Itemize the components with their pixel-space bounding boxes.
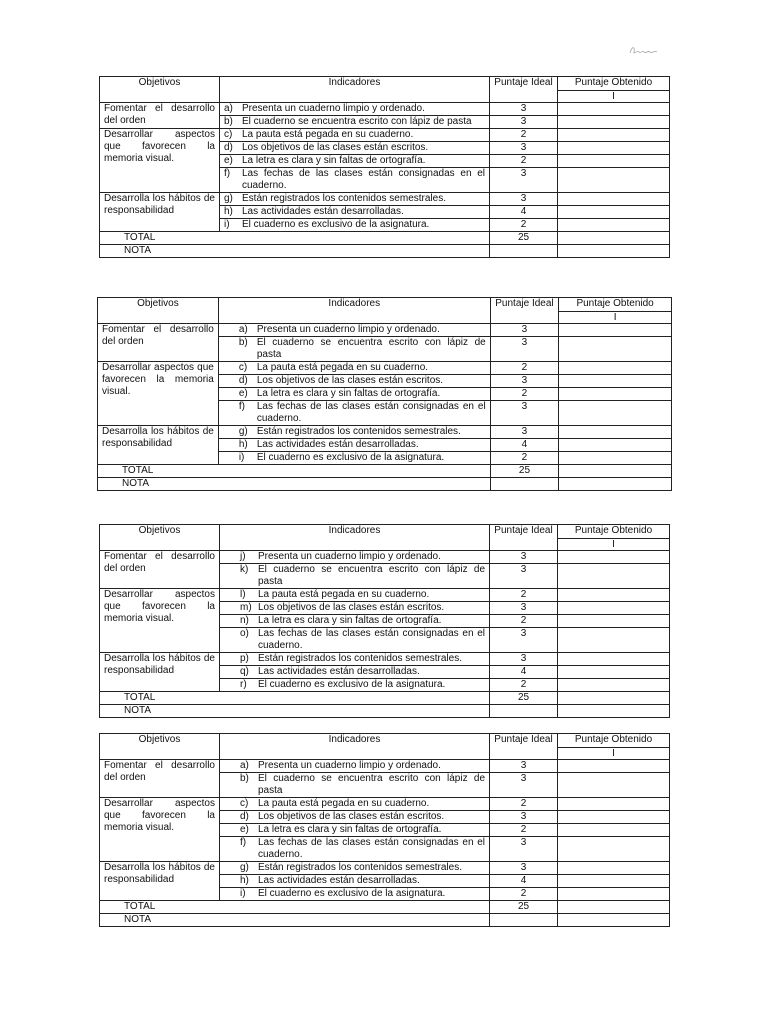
- score-ideal: 3: [490, 193, 558, 206]
- total-obtenido-input[interactable]: [558, 692, 670, 705]
- indicator-text: El cuaderno es exclusivo de la asignatura.: [258, 679, 446, 690]
- indicator-letter: q): [240, 666, 249, 677]
- indicator-text: La letra es clara y sin faltas de ortografía.: [258, 824, 442, 835]
- score-obtenido-input[interactable]: [558, 103, 670, 116]
- score-obtenido-input[interactable]: [558, 155, 670, 168]
- score-ideal: 3: [490, 324, 558, 337]
- rubric-table-1: [99, 76, 670, 258]
- score-ideal: 2: [490, 362, 558, 375]
- indicator-letter: k): [240, 564, 249, 575]
- score-ideal: 4: [490, 439, 558, 452]
- score-obtenido-input[interactable]: [558, 837, 670, 862]
- score-ideal: 3: [490, 116, 558, 129]
- header-indicadores: Indicadores: [220, 734, 490, 760]
- header-puntaje-obtenido: [558, 734, 670, 760]
- score-ideal: 4: [490, 875, 558, 888]
- indicator-cell: [218, 388, 490, 401]
- header-row: [98, 298, 672, 324]
- header-puntaje-obtenido-label: Puntaje Obtenido: [574, 525, 653, 536]
- indicator-text: Las fechas de las clases están consignadas en el cuaderno.: [258, 837, 485, 860]
- indicator-cell: [218, 375, 490, 388]
- score-ideal: 3: [490, 653, 558, 666]
- nota-label: NOTA: [98, 478, 491, 491]
- score-ideal: 2: [490, 155, 558, 168]
- score-ideal: 2: [490, 824, 558, 837]
- indicator-letter: d): [238, 375, 248, 386]
- indicator-letter: f): [238, 401, 245, 412]
- indicator-text: Están registrados los contenidos semestrales.: [256, 426, 461, 437]
- objective-cell: Desarrolla los hábitos de responsabilidad: [98, 426, 219, 465]
- score-ideal: 2: [490, 388, 558, 401]
- objective-cell: Fomentar el desarrollo del orden: [100, 103, 220, 129]
- indicator-text: Los objetivos de las clases están escritos.: [256, 375, 444, 386]
- score-ideal: 3: [490, 426, 558, 439]
- indicator-cell: [220, 219, 490, 232]
- score-ideal: 3: [490, 811, 558, 824]
- indicator-letter: b): [240, 773, 249, 784]
- score-ideal: 3: [490, 103, 558, 116]
- indicator-row: [100, 760, 670, 773]
- indicator-cell: [220, 116, 490, 129]
- score-obtenido-input[interactable]: [559, 337, 672, 362]
- objective-cell: Desarrollar aspectos que favorecen la memoria visual.: [100, 589, 220, 653]
- indicator-text: Están registrados los contenidos semestrales.: [258, 862, 462, 873]
- objective-cell: Desarrolla los hábitos de responsabilidad: [100, 193, 220, 232]
- score-obtenido-input[interactable]: [558, 193, 670, 206]
- indicator-letter: c): [240, 798, 249, 809]
- indicator-cell: [220, 811, 490, 824]
- indicator-row: [98, 362, 672, 375]
- indicator-text: El cuaderno es exclusivo de la asignatura.: [256, 452, 445, 463]
- score-obtenido-input[interactable]: [558, 602, 670, 615]
- indicator-letter: b): [238, 337, 248, 348]
- score-ideal: 2: [490, 589, 558, 602]
- nota-value[interactable]: [490, 914, 558, 927]
- nota-label: NOTA: [100, 245, 490, 258]
- score-ideal: 3: [490, 628, 558, 653]
- indicator-row: [100, 589, 670, 602]
- total-value: 25: [490, 692, 558, 705]
- indicator-row: [100, 862, 670, 875]
- score-obtenido-input[interactable]: [558, 760, 670, 773]
- header-puntaje-obtenido: [558, 525, 670, 551]
- indicator-cell: [220, 142, 490, 155]
- indicator-cell: [220, 551, 490, 564]
- score-obtenido-input[interactable]: [558, 888, 670, 901]
- objective-cell: Desarrollar aspectos que favorecen la memoria visual.: [100, 798, 220, 862]
- score-obtenido-input[interactable]: [558, 116, 670, 129]
- score-ideal: 3: [490, 375, 558, 388]
- score-ideal: 3: [490, 602, 558, 615]
- indicator-cell: [220, 653, 490, 666]
- score-obtenido-input[interactable]: [559, 375, 672, 388]
- indicator-text: Los objetivos de las clases están escritos.: [258, 811, 445, 822]
- indicator-text: La pauta está pegada en su cuaderno.: [242, 129, 414, 140]
- score-obtenido-input[interactable]: [558, 615, 670, 628]
- header-objetivos: Objetivos: [98, 298, 219, 324]
- indicator-text: Las actividades están desarrolladas.: [242, 206, 404, 217]
- header-row: [100, 77, 670, 103]
- indicator-cell: [218, 362, 490, 375]
- indicator-text: Presenta un cuaderno limpio y ordenado.: [242, 103, 425, 114]
- score-obtenido-input[interactable]: [558, 206, 670, 219]
- score-ideal: 2: [490, 798, 558, 811]
- indicator-cell: [218, 426, 490, 439]
- header-puntaje-obtenido-sub: I: [558, 90, 670, 102]
- score-obtenido-input[interactable]: [559, 362, 672, 375]
- indicator-letter: c): [224, 129, 233, 140]
- objective-cell: Desarrollar aspectos que favorecen la memoria visual.: [100, 129, 220, 193]
- score-obtenido-input[interactable]: [558, 824, 670, 837]
- indicator-row: [98, 426, 672, 439]
- score-obtenido-input[interactable]: [558, 862, 670, 875]
- objective-cell: Fomentar el desarrollo del orden: [100, 760, 220, 798]
- objective-cell: Fomentar el desarrollo del orden: [100, 551, 220, 589]
- header-row: [100, 525, 670, 551]
- indicator-letter: o): [240, 628, 249, 639]
- header-puntaje-ideal: Puntaje Ideal: [490, 525, 558, 551]
- indicator-letter: e): [224, 155, 233, 166]
- indicator-row: [100, 653, 670, 666]
- score-obtenido-input[interactable]: [558, 168, 670, 193]
- indicator-letter: e): [238, 388, 248, 399]
- indicator-text: Las fechas de las clases están consignadas en el cuaderno.: [242, 168, 485, 191]
- score-ideal: 4: [490, 206, 558, 219]
- total-obtenido-input[interactable]: [558, 901, 670, 914]
- score-obtenido-input[interactable]: [558, 628, 670, 653]
- indicator-row: [100, 193, 670, 206]
- indicator-letter: b): [224, 116, 233, 127]
- indicator-cell: [220, 760, 490, 773]
- score-ideal: 2: [490, 888, 558, 901]
- indicator-text: Las actividades están desarrolladas.: [256, 439, 419, 450]
- score-obtenido-input[interactable]: [558, 551, 670, 564]
- indicator-letter: p): [240, 653, 249, 664]
- total-obtenido-input[interactable]: [558, 232, 670, 245]
- indicator-text: Los objetivos de las clases están escritos.: [258, 602, 445, 613]
- score-obtenido-input[interactable]: [559, 439, 672, 452]
- header-indicadores: Indicadores: [220, 77, 490, 103]
- header-puntaje-obtenido-label: Puntaje Obtenido: [574, 77, 653, 88]
- indicator-letter: m): [240, 602, 252, 613]
- indicator-cell: [220, 589, 490, 602]
- score-ideal: 3: [490, 401, 558, 426]
- objective-cell: Desarrolla los hábitos de responsabilidad: [100, 653, 220, 692]
- score-ideal: 3: [490, 564, 558, 589]
- indicator-text: El cuaderno se encuentra escrito con lápiz de pasta: [258, 564, 485, 587]
- indicator-text: La pauta está pegada en su cuaderno.: [258, 798, 430, 809]
- indicator-cell: [220, 875, 490, 888]
- header-objetivos: Objetivos: [100, 77, 220, 103]
- indicator-row: [100, 103, 670, 116]
- header-puntaje-obtenido: [558, 77, 670, 103]
- indicator-text: El cuaderno se encuentra escrito con lápiz de pasta: [256, 337, 486, 360]
- indicator-row: [100, 129, 670, 142]
- header-puntaje-ideal: Puntaje Ideal: [490, 734, 558, 760]
- indicator-text: Presenta un cuaderno limpio y ordenado.: [256, 324, 440, 335]
- score-ideal: 3: [490, 168, 558, 193]
- indicator-text: Están registrados los contenidos semestrales.: [258, 653, 462, 664]
- indicator-cell: [220, 155, 490, 168]
- objective-cell: Fomentar el desarrollo del orden: [98, 324, 219, 362]
- total-label: TOTAL: [100, 692, 490, 705]
- header-puntaje-obtenido-label: Puntaje Obtenido: [574, 734, 653, 745]
- indicator-letter: g): [224, 193, 233, 204]
- nota-value[interactable]: [490, 245, 558, 258]
- indicator-cell: [220, 206, 490, 219]
- indicator-text: Están registrados los contenidos semestrales.: [242, 193, 446, 204]
- indicator-cell: [220, 168, 490, 193]
- indicator-cell: [220, 798, 490, 811]
- indicator-cell: [220, 602, 490, 615]
- header-indicadores: Indicadores: [220, 525, 490, 551]
- indicator-cell: [218, 452, 490, 465]
- nota-label: NOTA: [100, 914, 490, 927]
- indicator-letter: e): [240, 824, 249, 835]
- header-puntaje-ideal: Puntaje Ideal: [490, 298, 558, 324]
- indicator-text: Las actividades están desarrolladas.: [258, 666, 420, 677]
- indicator-cell: [220, 773, 490, 798]
- indicator-cell: [220, 193, 490, 206]
- score-ideal: 2: [490, 452, 558, 465]
- indicator-letter: a): [240, 760, 249, 771]
- header-puntaje-ideal: Puntaje Ideal: [490, 77, 558, 103]
- score-obtenido-input[interactable]: [559, 401, 672, 426]
- score-obtenido-input[interactable]: [558, 679, 670, 692]
- indicator-letter: c): [238, 362, 248, 373]
- indicator-letter: i): [224, 219, 230, 230]
- indicator-cell: [218, 324, 490, 337]
- indicator-cell: [218, 401, 490, 426]
- header-objetivos: Objetivos: [100, 525, 220, 551]
- indicator-cell: [220, 564, 490, 589]
- indicator-text: Presenta un cuaderno limpio y ordenado.: [258, 551, 441, 562]
- indicator-letter: a): [224, 103, 233, 114]
- total-row: [98, 465, 672, 478]
- indicator-text: El cuaderno se encuentra escrito con lápiz de pasta: [242, 116, 472, 127]
- total-row: [100, 692, 670, 705]
- indicator-letter: h): [240, 875, 249, 886]
- nota-label: NOTA: [100, 705, 490, 718]
- nota-row: [100, 245, 670, 258]
- score-ideal: 3: [490, 760, 558, 773]
- objective-cell: Desarrollar aspectos que favorecen la memoria visual.: [98, 362, 219, 426]
- indicator-letter: j): [240, 551, 246, 562]
- header-puntaje-obtenido-sub: I: [558, 747, 670, 759]
- nota-row: [100, 914, 670, 927]
- rubric-table-2: [97, 297, 672, 491]
- nota-obtenido-input[interactable]: [558, 245, 670, 258]
- indicator-cell: [220, 666, 490, 679]
- indicator-letter: g): [240, 862, 249, 873]
- indicator-letter: i): [238, 452, 245, 463]
- objective-cell: Desarrolla los hábitos de responsabilidad: [100, 862, 220, 901]
- score-obtenido-input[interactable]: [558, 798, 670, 811]
- score-ideal: 3: [490, 837, 558, 862]
- score-obtenido-input[interactable]: [558, 666, 670, 679]
- header-puntaje-obtenido-sub: I: [558, 538, 670, 550]
- indicator-text: El cuaderno es exclusivo de la asignatura.: [242, 219, 430, 230]
- total-value: 25: [490, 901, 558, 914]
- total-label: TOTAL: [100, 232, 490, 245]
- indicator-text: Los objetivos de las clases están escritos.: [242, 142, 429, 153]
- score-ideal: 3: [490, 773, 558, 798]
- total-row: [100, 901, 670, 914]
- indicator-cell: [220, 628, 490, 653]
- total-value: 25: [490, 232, 558, 245]
- indicator-cell: [220, 824, 490, 837]
- header-indicadores: Indicadores: [218, 298, 490, 324]
- nota-obtenido-input[interactable]: [559, 478, 672, 491]
- indicator-letter: n): [240, 615, 249, 626]
- nota-value[interactable]: [490, 478, 558, 491]
- total-obtenido-input[interactable]: [559, 465, 672, 478]
- indicator-cell: [220, 129, 490, 142]
- indicator-letter: f): [224, 168, 231, 179]
- indicator-cell: [220, 837, 490, 862]
- indicator-text: La letra es clara y sin faltas de ortografía.: [256, 388, 441, 399]
- total-row: [100, 232, 670, 245]
- indicator-row: [100, 798, 670, 811]
- indicator-text: La letra es clara y sin faltas de ortografía.: [258, 615, 442, 626]
- indicator-letter: h): [238, 439, 248, 450]
- total-value: 25: [490, 465, 558, 478]
- indicator-letter: f): [240, 837, 247, 848]
- score-ideal: 2: [490, 129, 558, 142]
- header-puntaje-obtenido-label: Puntaje Obtenido: [576, 298, 654, 309]
- score-obtenido-input[interactable]: [558, 811, 670, 824]
- indicator-text: El cuaderno es exclusivo de la asignatura.: [258, 888, 446, 899]
- score-ideal: 3: [490, 551, 558, 564]
- indicator-letter: i): [240, 888, 246, 899]
- score-obtenido-input[interactable]: [558, 589, 670, 602]
- indicator-cell: [220, 103, 490, 116]
- indicator-text: La pauta está pegada en su cuaderno.: [258, 589, 430, 600]
- indicator-cell: [220, 615, 490, 628]
- indicator-letter: d): [240, 811, 249, 822]
- score-obtenido-input[interactable]: [558, 564, 670, 589]
- score-ideal: 3: [490, 862, 558, 875]
- nota-obtenido-input[interactable]: [558, 705, 670, 718]
- score-obtenido-input[interactable]: [558, 773, 670, 798]
- score-obtenido-input[interactable]: [558, 653, 670, 666]
- nota-row: [98, 478, 672, 491]
- indicator-text: La letra es clara y sin faltas de ortografía.: [242, 155, 426, 166]
- indicator-letter: r): [240, 679, 247, 690]
- indicator-text: Presenta un cuaderno limpio y ordenado.: [258, 760, 441, 771]
- header-puntaje-obtenido-sub: I: [559, 311, 672, 323]
- score-obtenido-input[interactable]: [559, 324, 672, 337]
- score-obtenido-input[interactable]: [559, 452, 672, 465]
- score-obtenido-input[interactable]: [558, 219, 670, 232]
- header-row: [100, 734, 670, 760]
- indicator-cell: [220, 888, 490, 901]
- indicator-text: Las actividades están desarrolladas.: [258, 875, 420, 886]
- indicator-cell: [220, 862, 490, 875]
- total-label: TOTAL: [100, 901, 490, 914]
- rubric-table-3: [99, 524, 670, 718]
- indicator-letter: d): [224, 142, 233, 153]
- score-obtenido-input[interactable]: [558, 142, 670, 155]
- score-ideal: 3: [490, 142, 558, 155]
- indicator-letter: h): [224, 206, 233, 217]
- rubric-table-4: [99, 733, 670, 927]
- score-obtenido-input[interactable]: [559, 388, 672, 401]
- indicator-letter: g): [238, 426, 248, 437]
- nota-row: [100, 705, 670, 718]
- score-obtenido-input[interactable]: [558, 129, 670, 142]
- header-puntaje-obtenido: [559, 298, 672, 324]
- signature-icon: [628, 44, 660, 58]
- nota-obtenido-input[interactable]: [558, 914, 670, 927]
- score-ideal: 2: [490, 679, 558, 692]
- indicator-cell: [218, 337, 490, 362]
- indicator-text: El cuaderno se encuentra escrito con lápiz de pasta: [258, 773, 485, 796]
- indicator-text: Las fechas de las clases están consignadas en el cuaderno.: [258, 628, 485, 651]
- indicator-text: Las fechas de las clases están consignadas en el cuaderno.: [256, 401, 486, 424]
- score-ideal: 4: [490, 666, 558, 679]
- score-ideal: 2: [490, 219, 558, 232]
- total-label: TOTAL: [98, 465, 491, 478]
- header-objetivos: Objetivos: [100, 734, 220, 760]
- indicator-cell: [220, 679, 490, 692]
- indicator-cell: [218, 439, 490, 452]
- score-ideal: 3: [490, 337, 558, 362]
- indicator-letter: l): [240, 589, 246, 600]
- nota-value[interactable]: [490, 705, 558, 718]
- score-ideal: 2: [490, 615, 558, 628]
- indicator-letter: a): [238, 324, 248, 335]
- indicator-text: La pauta está pegada en su cuaderno.: [256, 362, 429, 373]
- score-obtenido-input[interactable]: [558, 875, 670, 888]
- indicator-row: [98, 324, 672, 337]
- indicator-row: [100, 551, 670, 564]
- score-obtenido-input[interactable]: [559, 426, 672, 439]
